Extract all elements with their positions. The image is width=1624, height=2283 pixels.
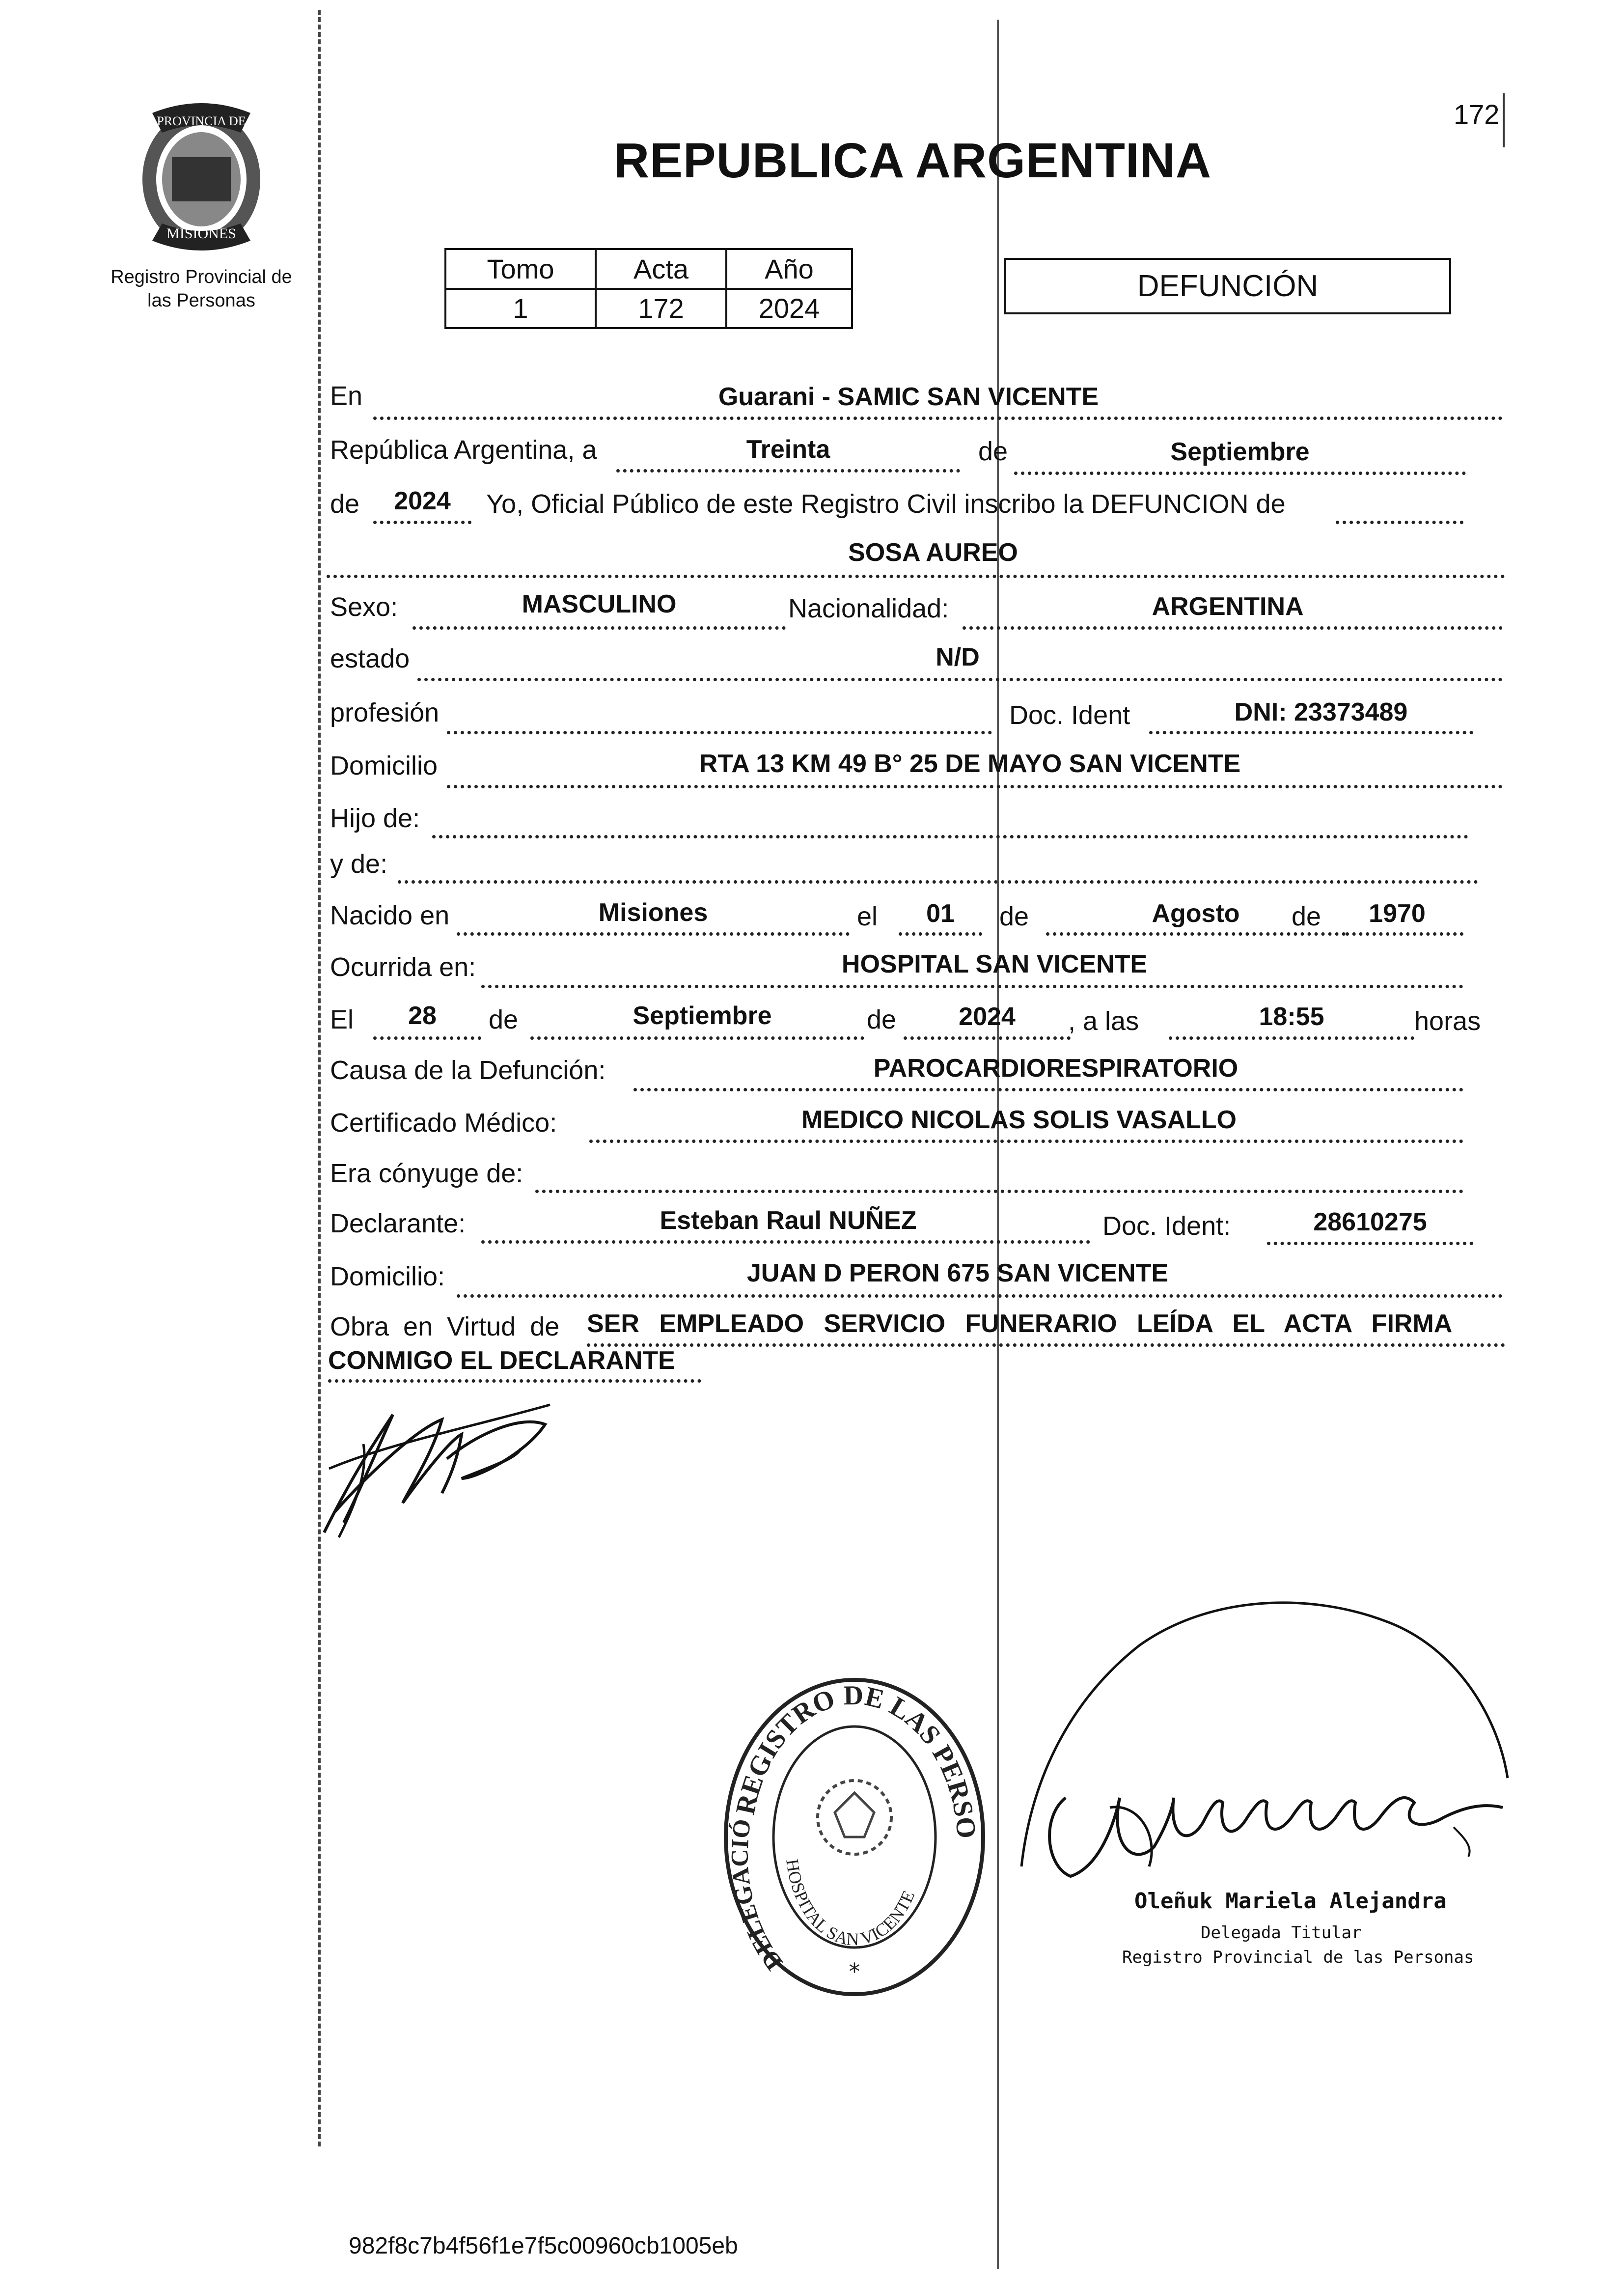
death-day-dots xyxy=(373,1036,481,1040)
name-dots xyxy=(327,575,1505,578)
official-registry: Registro Provincial de las Personas xyxy=(1122,1948,1474,1967)
death-month: Septiembre xyxy=(633,1002,772,1030)
certificado-dots xyxy=(589,1140,1463,1143)
estado-dots xyxy=(417,678,1503,681)
yde-dots xyxy=(398,880,1478,884)
registry-name xyxy=(98,265,304,312)
official-signature xyxy=(1012,1591,1527,1911)
causa-label: Causa de la Defunción: xyxy=(330,1056,606,1085)
el-cap-label: El xyxy=(330,1005,354,1034)
birth-year: 1970 xyxy=(1369,899,1426,928)
obra-dots-1 xyxy=(587,1343,1505,1347)
hijo-label: Hijo de: xyxy=(330,804,420,833)
conyuge-dots xyxy=(535,1190,1463,1193)
profesion-dots xyxy=(447,731,992,734)
decl-domicilio-dots xyxy=(457,1294,1503,1298)
registry-line-1: Registro Provincial de xyxy=(110,267,292,287)
month-value: Septiembre xyxy=(1170,438,1310,466)
nacido-label: Nacido en xyxy=(330,901,450,930)
birth-day: 01 xyxy=(926,899,955,928)
birth-month-dots xyxy=(1046,932,1346,936)
page-number-bar xyxy=(1503,93,1505,147)
day-words: Treinta xyxy=(746,435,830,464)
en-dots xyxy=(373,417,1503,420)
de-label-5: de xyxy=(489,1005,519,1034)
birth-year-dots xyxy=(1346,932,1463,936)
estado-value: N/D xyxy=(936,643,980,671)
estado-label: estado xyxy=(330,644,410,673)
causa-value: PAROCARDIORESPIRATORIO xyxy=(873,1054,1239,1083)
obra-value-line-2: CONMIGO EL DECLARANTE xyxy=(328,1346,675,1375)
yde-label: y de: xyxy=(330,849,388,879)
de-label-6: de xyxy=(867,1005,897,1034)
birth-day-dots xyxy=(899,932,982,936)
seal-text-bottom: MISIONES xyxy=(166,225,236,242)
de-label-4: de xyxy=(1292,902,1321,931)
official-stamp xyxy=(717,1670,992,2004)
causa-dots xyxy=(633,1088,1463,1091)
horas-label: horas xyxy=(1414,1006,1481,1036)
profesion-label: profesión xyxy=(330,698,440,727)
table-value-acta: 172 xyxy=(595,288,727,329)
doc-ident-dots xyxy=(1149,731,1473,734)
month-dots xyxy=(1014,472,1466,475)
provincial-seal xyxy=(123,98,280,260)
conyuge-label: Era cónyuge de: xyxy=(330,1159,523,1188)
nacido-dots xyxy=(457,932,850,936)
nacionalidad-dots xyxy=(963,626,1503,630)
certificado-value: MEDICO NICOLAS SOLIS VASALLO xyxy=(801,1106,1237,1134)
table-header-tomo: Tomo xyxy=(444,248,597,290)
alas-label: , a las xyxy=(1068,1006,1139,1036)
stamp-text-inner: HOSPITAL SAN VICENTE xyxy=(782,1858,919,1949)
decl-domicilio-label: Domicilio: xyxy=(330,1262,445,1291)
nacido-value: Misiones xyxy=(598,898,708,927)
table-header-ano: Año xyxy=(725,248,853,290)
el-label: el xyxy=(857,902,878,931)
declarante-dots xyxy=(481,1240,1090,1244)
doc-ident-label: Doc. Ident xyxy=(1009,700,1130,730)
registry-line-2: las Personas xyxy=(147,290,255,311)
sexo-label: Sexo: xyxy=(330,592,398,622)
decl-doc-dots xyxy=(1267,1242,1473,1245)
nacionalidad-value: ARGENTINA xyxy=(1152,592,1304,621)
stamp-text-top: REGISTRO DE LAS PERSO xyxy=(730,1680,982,1840)
de-label-2: de xyxy=(330,489,360,519)
svg-text:*: * xyxy=(849,1958,860,1985)
domicilio-label: Domicilio xyxy=(330,751,438,780)
death-month-dots xyxy=(530,1036,864,1040)
birth-month: Agosto xyxy=(1152,899,1240,928)
table-value-ano: 2024 xyxy=(725,288,853,329)
decl-doc-label: Doc. Ident: xyxy=(1102,1211,1231,1241)
nacionalidad-label: Nacionalidad: xyxy=(788,594,949,623)
obra-dots-2 xyxy=(328,1379,701,1383)
page-number: 172 xyxy=(1454,99,1500,130)
rep-label: República Argentina, a xyxy=(330,435,597,465)
act-type-box: DEFUNCIÓN xyxy=(1004,258,1451,314)
day-dots xyxy=(616,469,960,473)
table-value-tomo: 1 xyxy=(444,288,597,329)
deceased-name: SOSA AUREO xyxy=(848,538,1018,567)
fold-line xyxy=(997,20,999,2269)
obra-value-line-1: SER EMPLEADO SERVICIO FUNERARIO LEÍDA EL ACTA FIRMA xyxy=(587,1309,1453,1338)
domicilio-dots xyxy=(447,785,1503,788)
hijo-dots xyxy=(432,835,1468,838)
de-label-1: de xyxy=(978,437,1008,466)
oficial-dots xyxy=(1336,521,1463,524)
en-value: Guarani - SAMIC SAN VICENTE xyxy=(718,383,1099,411)
footer-hash: 982f8c7b4f56f1e7f5c00960cb1005eb xyxy=(349,2233,738,2259)
year-value: 2024 xyxy=(394,487,451,515)
domicilio-value: RTA 13 KM 49 B° 25 DE MAYO SAN VICENTE xyxy=(699,750,1241,778)
oficial-text: Yo, Oficial Público de este Registro Civil inscribo la DEFUNCION de xyxy=(486,489,1286,519)
declarante-label: Declarante: xyxy=(330,1209,466,1238)
de-label-3: de xyxy=(999,902,1029,931)
death-day: 28 xyxy=(408,1002,437,1030)
obra-label: Obra en Virtud de xyxy=(330,1312,560,1341)
seal-text-top: PROVINCIA DE xyxy=(157,114,246,128)
declarant-signature xyxy=(314,1385,609,1547)
doc-ident-value: DNI: 23373489 xyxy=(1234,698,1408,726)
ocurrida-dots xyxy=(481,985,1463,988)
death-time-dots xyxy=(1169,1036,1414,1040)
sexo-value: MASCULINO xyxy=(522,590,677,618)
death-year: 2024 xyxy=(959,1002,1016,1031)
declarante-value: Esteban Raul NUÑEZ xyxy=(660,1206,917,1235)
certificado-label: Certificado Médico: xyxy=(330,1108,557,1138)
decl-doc-value: 28610275 xyxy=(1313,1208,1427,1236)
death-year-dots xyxy=(904,1036,1071,1040)
decl-domicilio-value: JUAN D PERON 675 SAN VICENTE xyxy=(746,1259,1169,1287)
en-label: En xyxy=(330,381,363,411)
death-time: 18:55 xyxy=(1259,1002,1324,1031)
official-title: Delegada Titular xyxy=(1201,1923,1362,1943)
stamp-text-left: DELEGACIÓ xyxy=(725,1817,788,1976)
ocurrida-label: Ocurrida en: xyxy=(330,952,476,982)
year-dots xyxy=(373,521,471,524)
table-header-acta: Acta xyxy=(595,248,727,290)
left-margin-line xyxy=(318,10,321,2146)
official-name: Oleñuk Mariela Alejandra xyxy=(1134,1889,1447,1914)
sexo-dots xyxy=(413,626,786,630)
ocurrida-value: HOSPITAL SAN VICENTE xyxy=(841,950,1148,978)
page-title: REPUBLICA ARGENTINA xyxy=(614,133,1212,188)
